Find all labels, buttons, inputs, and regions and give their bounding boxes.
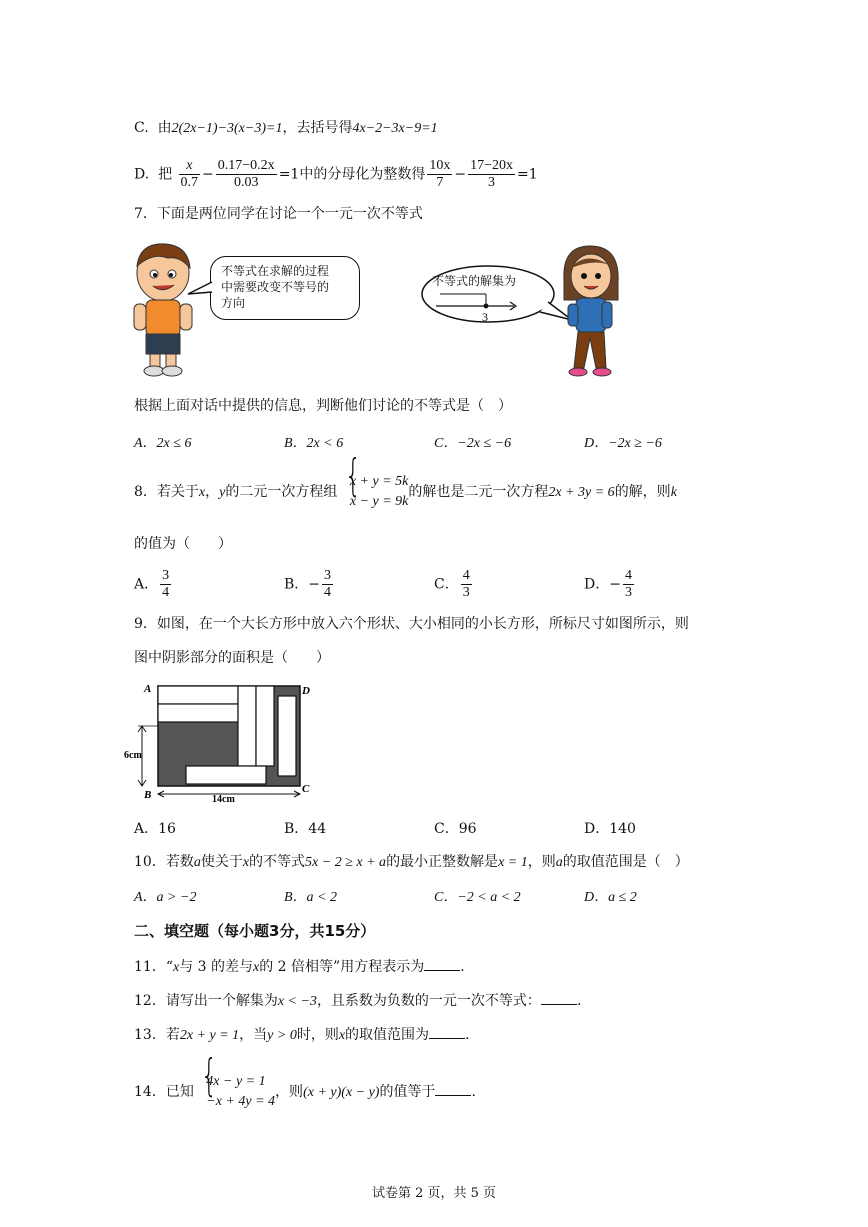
girl-bubble-number: 3 [482,310,488,324]
answer-blank[interactable] [424,956,460,971]
q8-option-c: C． $\frac{4}{3}$ [434,568,470,600]
section-heading: 二、填空题（每小题3分，共15分） [134,922,376,940]
q10-option-d: D．a ≤ 2 [584,890,637,905]
girl-illustration [556,240,626,380]
bubble-tail [186,280,214,300]
fraction: $\frac{0.17-0.2x}{0.03}$ [217,158,275,190]
q8-stem-end: 的值为（ ） [134,536,232,552]
q9-option-c: C．96 [434,821,477,837]
q7-option-d: D．−2x ≥ −6 [584,436,662,451]
q6-option-c: C. 由2(2x−1)−3(x−3)=1，去括号得4x−2−3x−9=1 [134,120,438,136]
q7-option-a: A．2x ≤ 6 [134,436,192,451]
q10-option-a: A．a > −2 [134,890,197,905]
q14: 14．已知 { 4x − y = 1 −x + 4y = 4 ，则(x + y)(x − y)的值等于 . [134,1072,476,1112]
corner-label-a: A [144,683,152,695]
q8-stem: 8．若关于x，y的二元一次方程组 { x + y = 5k x − y = 9k 的解也是二元一次方程2x + 3y = 6的解，则k [134,472,677,512]
q7-stem: 7．下面是两位同学在讨论一个一元一次不等式 [134,206,423,222]
q9-stem-line2: 图中阴影部分的面积是（ ） [134,650,330,666]
q10-option-b: B．a < 2 [284,890,337,905]
corner-label-d: D [302,685,310,697]
answer-blank[interactable] [541,990,577,1005]
q10-stem: 10．若数a使关于x的不等式5x − 2 ≥ x + a的最小正整数解是x = 1，则a的取值范围是（ ） [134,854,689,870]
q11: 11．“x与 3 的差与x的 2 倍相等”用方程表示为 . [134,956,465,978]
boy-illustration [128,238,198,378]
q9-option-a: A．16 [134,821,176,837]
equation-system: { 4x − y = 1 −x + 4y = 4 [198,1072,275,1112]
q13: 13．若2x + y = 1，当y > 0时，则x的取值范围为 . [134,1024,470,1046]
q7-option-c: C．−2x ≤ −6 [434,436,512,451]
boy-speech-bubble: 不等式在求解的过程 中需要改变不等号的 方向 [210,256,360,320]
height-label: 6cm [124,750,142,761]
q6-option-d: D. 把 $\frac{x}{0.7}$ − $\frac{0.17-0.2x}{0.03}$ =1中的分母化为整数得 $\frac{10x}{7}$ − $\frac{17-20x}{3}$ =1 [134,158,538,190]
answer-blank[interactable] [435,1081,471,1096]
fraction: $\frac{17-20x}{3}$ [470,158,513,190]
fraction: $\frac{10x}{7}$ [429,158,451,190]
corner-label-b: B [144,789,152,801]
q9-stem-line1: 9．如图，在一个大长方形中放入六个形状、大小相同的小长方形，所标尺寸如图所示，则 [134,616,689,632]
answer-blank[interactable] [429,1024,465,1039]
q9-rectangle-figure [124,676,324,806]
fraction: $\frac{x}{0.7}$ [180,158,199,190]
q8-option-b: B．− $\frac{3}{4}$ [284,568,332,600]
width-label: 14cm [212,794,235,805]
q9-option-b: B．44 [284,821,327,837]
q12: 12．请写出一个解集为x < −3，且系数为负数的一元一次不等式： . [134,990,581,1012]
equation-system: { x + y = 5k x − y = 9k [342,472,409,512]
q9-option-d: D．140 [584,821,636,837]
corner-label-c: C [302,783,310,795]
q8-option-a: A． $\frac{3}{4}$ [134,568,170,600]
q7-question: 根据上面对话中提供的信息，判断他们讨论的不等式是（ ） [134,398,512,414]
girl-bubble-text: 不等式的解集为 [432,274,517,288]
q10-option-c: C．−2 < a < 2 [434,890,521,905]
q8-option-d: D．− $\frac{4}{3}$ [584,568,632,600]
page-footer: 试卷第 2 页，共 5 页 [371,1186,497,1201]
q7-option-b: B．2x < 6 [284,436,344,451]
